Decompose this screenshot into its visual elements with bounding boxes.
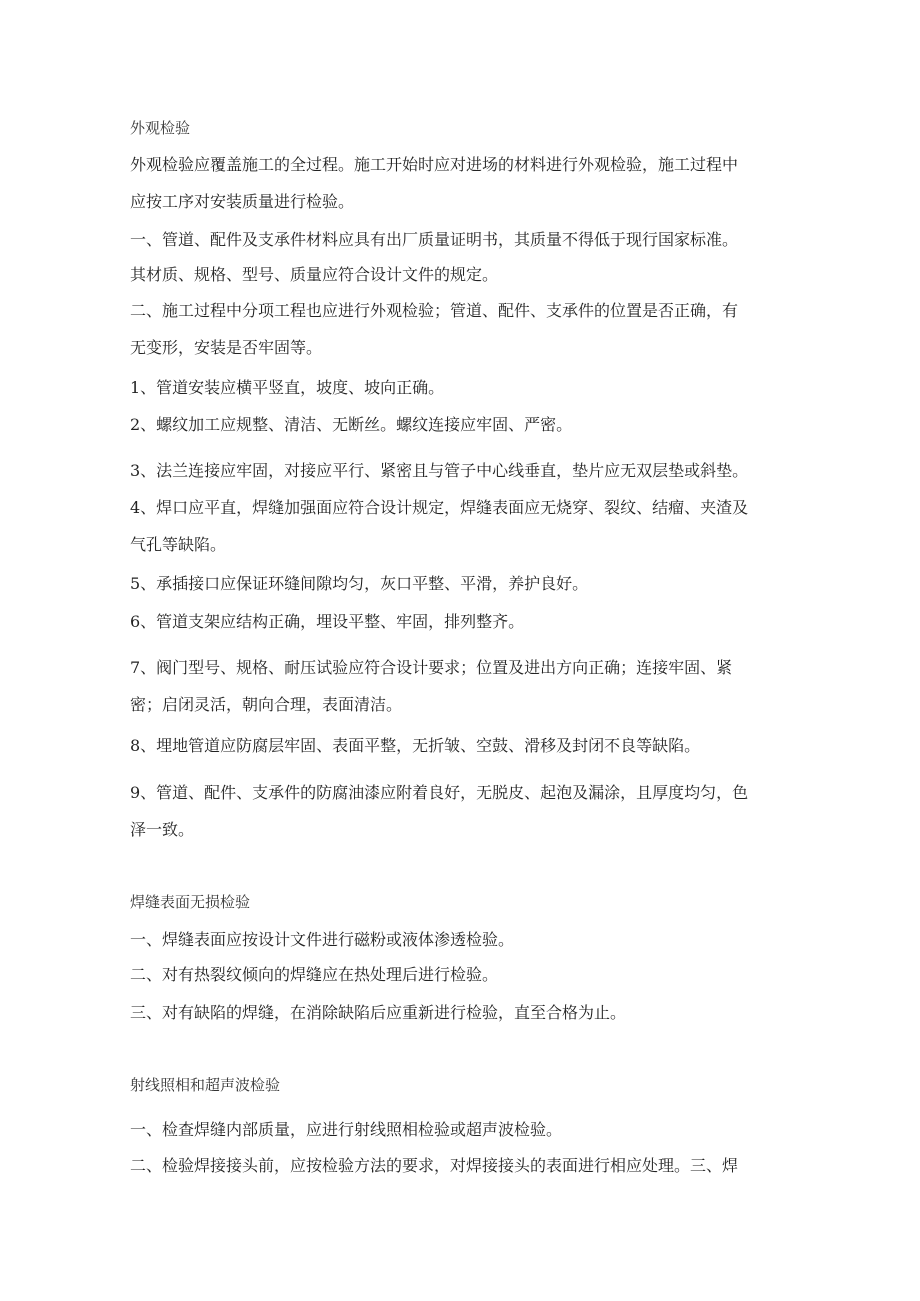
paragraph-line: 一、检查焊缝内部质量，应进行射线照相检验或超声波检验。	[130, 1120, 563, 1139]
section-heading-weld-surface-ndt: 焊缝表面无损检验	[130, 893, 251, 911]
paragraph-line: 一、焊缝表面应按设计文件进行磁粉或液体渗透检验。	[130, 930, 515, 949]
list-item-continuation: 密；启闭灵活，朝向合理，表面清洁。	[130, 695, 403, 714]
paragraph-line: 三、对有缺陷的焊缝，在消除缺陷后应重新进行检验，直至合格为止。	[130, 1003, 627, 1022]
list-item: 3、法兰连接应牢固，对接应平行、紧密且与管子中心线垂直，垫片应无双层垫或斜垫。	[130, 461, 749, 480]
section-heading-radiography-ultrasonic: 射线照相和超声波检验	[130, 1076, 281, 1094]
list-item: 9、管道、配件、支承件的防腐油漆应附着良好，无脱皮、起泡及漏涂，且厚度均匀，色	[130, 783, 749, 802]
paragraph-line: 一、管道、配件及支承件材料应具有出厂质量证明书，其质量不得低于现行国家标准。	[130, 230, 739, 249]
paragraph-line: 应按工序对安装质量进行检验。	[130, 192, 355, 211]
list-item-continuation: 气孔等缺陷。	[130, 535, 227, 554]
paragraph-line: 无变形，安装是否牢固等。	[130, 338, 323, 357]
list-item: 1、管道安装应横平竖直，坡度、坡向正确。	[130, 378, 445, 397]
paragraph-line: 二、检验焊接接头前，应按检验方法的要求，对焊接接头的表面进行相应处理。三、焊	[130, 1156, 739, 1175]
section-heading-exterior-inspection: 外观检验	[130, 119, 191, 137]
list-item-continuation: 泽一致。	[130, 820, 195, 839]
list-item: 2、螺纹加工应规整、清洁、无断丝。螺纹连接应牢固、严密。	[130, 415, 573, 434]
list-item: 8、埋地管道应防腐层牢固、表面平整，无折皱、空鼓、滑移及封闭不良等缺陷。	[130, 736, 701, 755]
paragraph-line: 二、施工过程中分项工程也应进行外观检验；管道、配件、支承件的位置是否正确，有	[130, 301, 739, 320]
list-item: 6、管道支架应结构正确，埋设平整、牢固，排列整齐。	[130, 612, 525, 631]
list-item: 5、承插接口应保证环缝间隙均匀，灰口平整、平滑，养护良好。	[130, 574, 589, 593]
paragraph-line: 外观检验应覆盖施工的全过程。施工开始时应对进场的材料进行外观检验，施工过程中	[130, 155, 739, 174]
paragraph-line: 其材质、规格、型号、质量应符合设计文件的规定。	[130, 265, 499, 284]
list-item: 4、焊口应平直，焊缝加强面应符合设计规定，焊缝表面应无烧穿、裂纹、结瘤、夹渣及	[130, 498, 749, 517]
list-item: 7、阀门型号、规格、耐压试验应符合设计要求；位置及进出方向正确；连接牢固、紧	[130, 658, 733, 677]
paragraph-line: 二、对有热裂纹倾向的焊缝应在热处理后进行检验。	[130, 965, 499, 984]
